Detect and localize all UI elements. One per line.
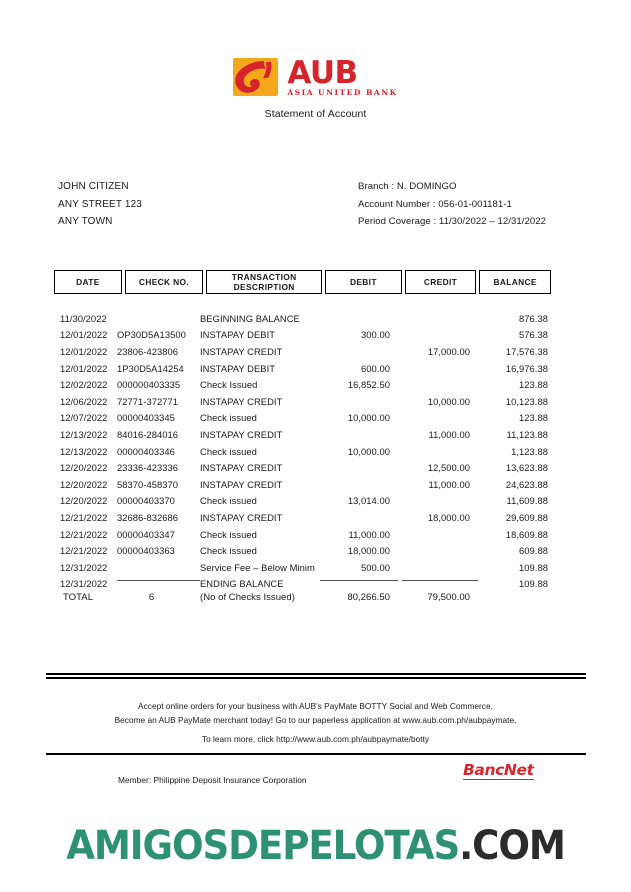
account-holder-address-line1: ANY STREET 123 (58, 198, 142, 210)
bancnet-logo: BancNet (463, 761, 534, 779)
cell-balance: 24,623.88 (505, 478, 548, 490)
cell-credit: 11,000.00 (428, 478, 470, 490)
cell-description: ENDING BALANCE (200, 578, 284, 590)
cell-date: 12/20/2022 (60, 478, 108, 490)
cell-balance: 17,576.38 (505, 345, 548, 357)
cell-description: INSTAPAY CREDIT (200, 462, 283, 474)
table-row (54, 343, 551, 360)
cell-check-no: 84016-284016 (117, 428, 179, 440)
bank-name: AUB (287, 55, 358, 91)
account-holder-name: JOHN CITIZEN (58, 181, 129, 192)
cell-credit: 10,000.00 (427, 395, 470, 407)
cell-balance: 609.88 (519, 545, 548, 557)
cell-debit: 600.00 (361, 362, 390, 374)
rule-check (117, 580, 200, 581)
cell-balance: 16,976.38 (505, 362, 548, 374)
cell-check-no: 00000403370 (117, 495, 175, 507)
cell-check-no: 00000403347 (117, 528, 175, 540)
cell-check-no: 32686-832686 (117, 511, 179, 523)
rule-debit (320, 580, 398, 581)
cell-check-no: 23336-423336 (117, 462, 179, 474)
cell-check-no: 00000403346 (117, 445, 175, 457)
cell-date: 12/31/2022 (60, 561, 108, 573)
table-row (54, 360, 551, 377)
transaction-table-header (54, 270, 551, 294)
watermark-primary: AMIGOSDEPELOTAS (66, 823, 460, 869)
table-row (54, 542, 551, 559)
cell-date: 12/13/2022 (60, 428, 108, 440)
cell-date: 12/01/2022 (60, 329, 108, 341)
total-row (54, 589, 551, 605)
cell-balance: 123.88 (519, 379, 548, 391)
pdic-member-text: Member: Philippine Deposit Insurance Corporation (118, 775, 307, 785)
table-row (54, 376, 551, 393)
aub-swoosh-icon (233, 58, 278, 96)
column-header-check-no: CHECK NO. (125, 270, 204, 294)
cell-description: INSTAPAY CREDIT (200, 345, 283, 357)
table-row (54, 327, 551, 344)
cell-balance: 13,623.88 (505, 462, 548, 474)
cell-description: INSTAPAY CREDIT (200, 428, 283, 440)
cell-check-no: 1P30D5A14254 (117, 362, 184, 374)
period-coverage-line: Period Coverage : 11/30/2022 – 12/31/2022 (358, 216, 547, 227)
aub-logo (233, 55, 398, 97)
cell-credit: 11,000.00 (428, 428, 470, 440)
cell-check-no: OP30D5A13500 (117, 329, 186, 341)
cell-description: Check issued (200, 495, 257, 507)
table-row (54, 393, 551, 410)
cell-date: 12/02/2022 (60, 379, 108, 391)
cell-balance: 1,123.88 (511, 445, 548, 457)
cell-credit: 18,000.00 (427, 511, 470, 523)
aub-logo-text (287, 55, 398, 97)
table-row (54, 459, 551, 476)
column-header-credit: CREDIT (405, 270, 477, 294)
bank-subtitle: ASIA UNITED BANK (287, 88, 398, 97)
cell-description: Check issued (200, 528, 257, 540)
cell-date: 12/20/2022 (60, 495, 108, 507)
cell-date: 12/20/2022 (60, 462, 108, 474)
account-info (0, 178, 631, 230)
cell-date: 11/30/2022 (60, 312, 107, 324)
cell-date: 12/31/2022 (60, 578, 108, 590)
cell-balance: 11,609.88 (506, 495, 548, 507)
table-row (54, 509, 551, 526)
cell-credit: 12,500.00 (427, 462, 470, 474)
cell-debit: 11,000.00 (348, 528, 390, 540)
cell-balance: 18,609.88 (505, 528, 548, 540)
cell-debit: 300.00 (361, 329, 390, 341)
watermark-suffix: .COM (459, 823, 565, 869)
cell-date: 12/13/2022 (60, 445, 108, 457)
footer-double-divider (46, 673, 586, 678)
table-row (54, 410, 551, 427)
cell-description: INSTAPAY CREDIT (200, 395, 283, 407)
total-separator-rules (54, 580, 551, 582)
cell-balance: 123.88 (519, 412, 548, 424)
total-description: (No of Checks Issued) (200, 591, 295, 603)
cell-description: Check Issued (200, 379, 258, 391)
cell-date: 12/21/2022 (60, 528, 108, 540)
table-row (54, 476, 551, 493)
column-header-transaction-description (206, 270, 322, 294)
promo-line-3[interactable]: To learn more, click http://www.aub.com.ph/aubpaymate/botty (201, 733, 430, 744)
promo-line-1: Accept online orders for your business with AUB's PayMate BOTTY Social and Web Commerce. (138, 701, 493, 711)
account-holder-block (58, 178, 142, 231)
cell-balance: 876.38 (519, 312, 548, 324)
branch-line: Branch : N. DOMINGO (358, 181, 457, 192)
statement-header (0, 55, 631, 121)
table-row (54, 526, 551, 543)
column-header-desc-line1: TRANSACTION (231, 272, 297, 282)
column-header-date: DATE (54, 270, 122, 294)
page-title: Statement of Account (264, 108, 367, 121)
cell-check-no: 58370-458370 (117, 478, 179, 490)
account-holder-address-line2: ANY TOWN (58, 216, 113, 227)
total-debit: 80,266.50 (347, 591, 390, 603)
cell-debit: 18,000.00 (347, 545, 390, 557)
cell-balance: 11,123.88 (506, 428, 548, 440)
cell-description: BEGINNING BALANCE (200, 312, 300, 324)
table-row (54, 310, 551, 327)
promo-block (0, 699, 631, 746)
footer-divider (46, 753, 586, 755)
cell-debit: 16,852.50 (347, 379, 390, 391)
cell-balance: 109.88 (519, 578, 548, 590)
cell-debit: 10,000.00 (347, 412, 390, 424)
cell-date: 12/01/2022 (60, 345, 108, 357)
total-label: TOTAL (63, 591, 94, 603)
cell-check-no: 000000403335 (117, 379, 181, 391)
transaction-table-body (54, 310, 551, 592)
total-credit: 79,500.00 (427, 591, 470, 603)
cell-description: Check issued (200, 445, 257, 457)
cell-description: Service Fee – Below Minim (200, 561, 315, 573)
cell-balance: 10,123.88 (505, 395, 548, 407)
table-row (54, 426, 551, 443)
cell-check-no: 00000403345 (117, 412, 175, 424)
watermark (22, 824, 609, 868)
cell-balance: 109.88 (519, 561, 548, 573)
cell-debit: 10,000.00 (347, 445, 390, 457)
cell-debit: 13,014.00 (347, 495, 390, 507)
cell-description: Check issued (200, 412, 257, 424)
cell-description: INSTAPAY CREDIT (200, 511, 283, 523)
cell-debit: 500.00 (361, 561, 390, 573)
cell-description: Check issued (200, 545, 257, 557)
total-check-count: 6 (148, 591, 155, 603)
rule-credit (402, 580, 478, 581)
account-details-block (358, 178, 546, 231)
cell-balance: 576.38 (519, 329, 548, 341)
cell-description: INSTAPAY DEBIT (200, 329, 276, 341)
cell-date: 12/01/2022 (60, 362, 108, 374)
column-header-desc-line2: DESCRIPTION (233, 282, 295, 292)
cell-check-no: 72771-372771 (117, 395, 179, 407)
promo-line-2: Become an AUB PayMate merchant today! Go to our paperless application at www.aub.com.ph/aubpaymate. (114, 715, 517, 726)
cell-credit: 17,000.00 (427, 345, 470, 357)
column-header-balance: BALANCE (479, 270, 551, 294)
cell-date: 12/07/2022 (60, 412, 108, 424)
table-row (54, 559, 551, 576)
cell-description: INSTAPAY DEBIT (200, 362, 276, 374)
cell-balance: 29,609.88 (505, 511, 548, 523)
cell-check-no: 00000403363 (117, 545, 175, 557)
account-number-line: Account Number : 056-01-001181-1 (358, 198, 512, 210)
column-header-debit: DEBIT (325, 270, 402, 294)
cell-date: 12/06/2022 (60, 395, 108, 407)
cell-date: 12/21/2022 (60, 545, 108, 557)
table-row (54, 443, 551, 460)
cell-check-no: 23806-423806 (117, 345, 179, 357)
cell-description: INSTAPAY CREDIT (200, 478, 283, 490)
table-row (54, 493, 551, 510)
cell-date: 12/21/2022 (60, 511, 108, 523)
